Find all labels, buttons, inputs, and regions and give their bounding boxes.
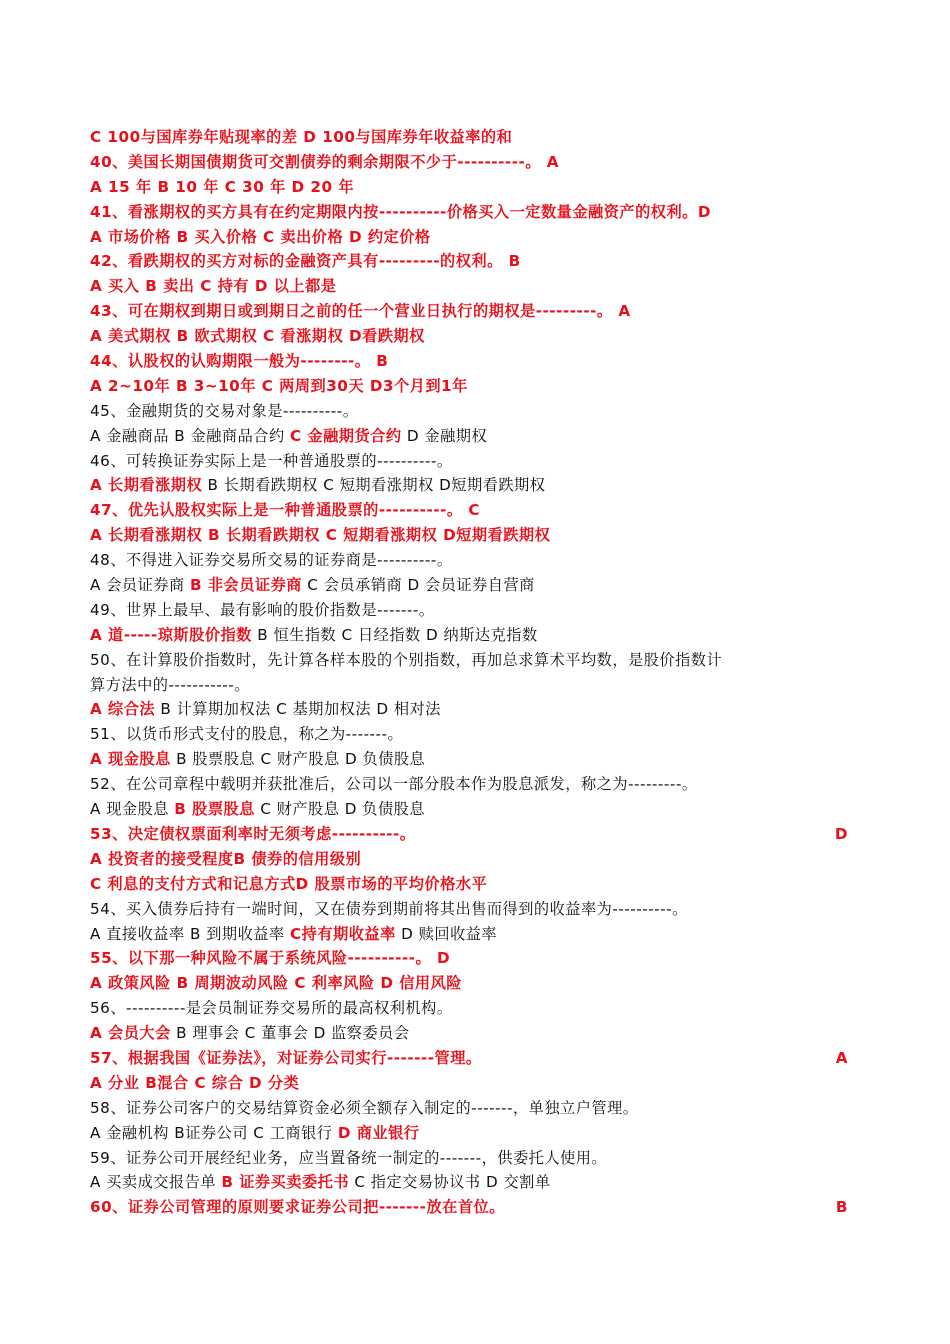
question-text: B 股票股息 C 财产股息 D 负债股息: [170, 750, 426, 769]
text-line: [90, 922, 870, 947]
question-text: D 金融期权: [401, 426, 488, 445]
answer-text: A 长期看涨期权: [90, 476, 203, 495]
text-line: [90, 897, 870, 922]
answer-key: A: [835, 1048, 848, 1067]
answer-text: A 买入 B 卖出 C 持有 D 以上都是: [90, 277, 337, 296]
question-text: A 现金股息: [90, 800, 175, 819]
text-line: [90, 1046, 870, 1071]
text-line: [90, 673, 870, 698]
question-text: 56、----------是会员制证券交易所的最高权利机构。: [90, 999, 453, 1018]
answer-text: 40、美国长期国债期货可交割债券的剩余期限不少于----------。 A: [90, 152, 560, 171]
text-line: [90, 473, 870, 498]
answer-text: 44、认股权的认购期限一般为--------。 B: [90, 352, 389, 371]
question-text: 52、在公司章程中载明并获批准后，公司以一部分股本作为股息派发，称之为---------。: [90, 775, 698, 794]
text-line: [90, 125, 870, 150]
question-list: [90, 125, 870, 1220]
text-line: [90, 772, 870, 797]
text-line: [90, 324, 870, 349]
question-text: C 指定交易协议书 D 交割单: [349, 1173, 551, 1192]
question-text: 58、证券公司客户的交易结算资金必须全额存入制定的-------，单独立户管理。: [90, 1098, 639, 1117]
text-line: [90, 996, 870, 1021]
question-text: 59、证券公司开展经纪业务，应当置备统一制定的-------，供委托人使用。: [90, 1148, 608, 1167]
question-text: 50、在计算股价指数时，先计算各样本股的个别指数，再加总求算术平均数，是股价指数计: [90, 650, 723, 669]
answer-text: 41、看涨期权的买方具有在约定期限内按----------价格买入一定数量金融资产的权利。D: [90, 202, 711, 221]
text-line: [90, 872, 870, 897]
text-line: [90, 847, 870, 872]
text-line: [90, 1021, 870, 1046]
question-text: A 金融商品 B 金融商品合约: [90, 426, 290, 445]
text-line: [90, 573, 870, 598]
answer-text: A 分业 B混合 C 综合 D 分类: [90, 1073, 300, 1092]
answer-text: 57、根据我国《证券法》，对证券公司实行-------管理。: [90, 1048, 482, 1067]
answer-text: A 2~10年 B 3~10年 C 两周到30天 D3个月到1年: [90, 376, 468, 395]
question-text: 49、世界上最早、最有影响的股价指数是-------。: [90, 600, 435, 619]
text-line: [90, 1195, 870, 1220]
answer-text: B 证券买卖委托书: [221, 1173, 350, 1192]
answer-text: 42、看跌期权的买方对标的金融资产具有---------的权利。 B: [90, 252, 521, 271]
text-line: [90, 697, 870, 722]
text-line: [90, 548, 870, 573]
answer-text: A 投资者的接受程度B 债券的信用级别: [90, 849, 362, 868]
text-line: [90, 822, 870, 847]
question-text: B 恒生指数 C 日经指数 D 纳斯达克指数: [251, 625, 538, 644]
text-line: [90, 299, 870, 324]
question-text: 51、以货币形式支付的股息，称之为-------。: [90, 725, 404, 744]
text-line: [90, 249, 870, 274]
question-text: C 财产股息 D 负债股息: [254, 800, 426, 819]
answer-key: B: [835, 1198, 848, 1217]
text-line: [90, 722, 870, 747]
text-line: [90, 1096, 870, 1121]
answer-text: B 股票股息: [174, 800, 255, 819]
text-line: [90, 449, 870, 474]
text-line: [90, 1170, 870, 1195]
text-line: [90, 175, 870, 200]
answer-key: D: [834, 824, 848, 843]
answer-text: B 非会员证券商: [189, 576, 302, 595]
question-text: A 会员证券商: [90, 576, 190, 595]
text-line: [90, 399, 870, 424]
answer-text: 47、优先认股权实际上是一种普通股票的----------。 C: [90, 501, 480, 520]
answer-text: C 100与国库券年贴现率的差 D 100与国库券年收益率的和: [90, 128, 513, 146]
question-text: 48、不得进入证券交易所交易的证券商是----------。: [90, 551, 453, 570]
question-text: C 会员承销商 D 会员证券自营商: [301, 576, 535, 595]
question-text: A 直接收益率 B 到期收益率: [90, 924, 290, 943]
question-text: B 理事会 C 董事会 D 监察委员会: [170, 1024, 410, 1043]
question-text: B 长期看跌期权 C 短期看涨期权 D短期看跌期权: [202, 476, 546, 495]
answer-text: C持有期收益率: [290, 924, 396, 943]
question-text: A 买卖成交报告单: [90, 1173, 222, 1192]
text-line: [90, 523, 870, 548]
answer-text: A 政策风险 B 周期波动风险 C 利率风险 D 信用风险: [90, 974, 462, 993]
answer-text: A 道-----琼斯股价指数: [90, 625, 252, 644]
text-line: [90, 747, 870, 772]
question-text: 算方法中的-----------。: [90, 675, 250, 694]
answer-text: A 美式期权 B 欧式期权 C 看涨期权 D看跌期权: [90, 327, 425, 346]
question-text: 45、金融期货的交易对象是----------。: [90, 401, 359, 420]
text-line: [90, 225, 870, 250]
text-line: [90, 1121, 870, 1146]
question-text: B 计算期加权法 C 基期加权法 D 相对法: [155, 700, 441, 719]
answer-text: 53、决定债权票面利率时无须考虑----------。: [90, 824, 416, 843]
answer-text: 60、证券公司管理的原则要求证券公司把-------放在首位。: [90, 1198, 505, 1217]
question-text: D 赎回收益率: [395, 924, 498, 943]
text-line: [90, 648, 870, 673]
text-line: [90, 598, 870, 623]
answer-text: A 会员大会: [90, 1024, 171, 1043]
text-line: [90, 498, 870, 523]
text-line: [90, 349, 870, 374]
text-line: [90, 623, 870, 648]
text-line: [90, 150, 870, 175]
text-line: [90, 200, 870, 225]
question-text: 46、可转换证券实际上是一种普通股票的----------。: [90, 451, 453, 470]
answer-text: 55、以下那一种风险不属于系统风险----------。 D: [90, 949, 451, 968]
answer-text: C 金融期货合约: [290, 426, 402, 445]
text-line: [90, 1071, 870, 1096]
answer-text: C 利息的支付方式和记息方式D 股票市场的平均价格水平: [90, 874, 488, 893]
text-line: [90, 274, 870, 299]
question-text: A 金融机构 B证券公司 C 工商银行: [90, 1123, 338, 1142]
answer-text: A 市场价格 B 买入价格 C 卖出价格 D 约定价格: [90, 227, 431, 246]
text-line: [90, 424, 870, 449]
answer-text: A 长期看涨期权 B 长期看跌期权 C 短期看涨期权 D短期看跌期权: [90, 526, 551, 545]
text-line: [90, 797, 870, 822]
question-text: 54、买入债券后持有一端时间，又在债券到期前将其出售而得到的收益率为----------。: [90, 899, 688, 918]
answer-text: A 15 年 B 10 年 C 30 年 D 20 年: [90, 177, 355, 196]
text-line: [90, 946, 870, 971]
answer-text: A 综合法: [90, 700, 156, 719]
text-line: [90, 374, 870, 399]
text-line: [90, 971, 870, 996]
text-line: [90, 1146, 870, 1171]
answer-text: 43、可在期权到期日或到期日之前的任一个营业日执行的期权是---------。 A: [90, 302, 631, 321]
answer-text: A 现金股息: [90, 750, 171, 769]
answer-text: D 商业银行: [337, 1123, 420, 1142]
